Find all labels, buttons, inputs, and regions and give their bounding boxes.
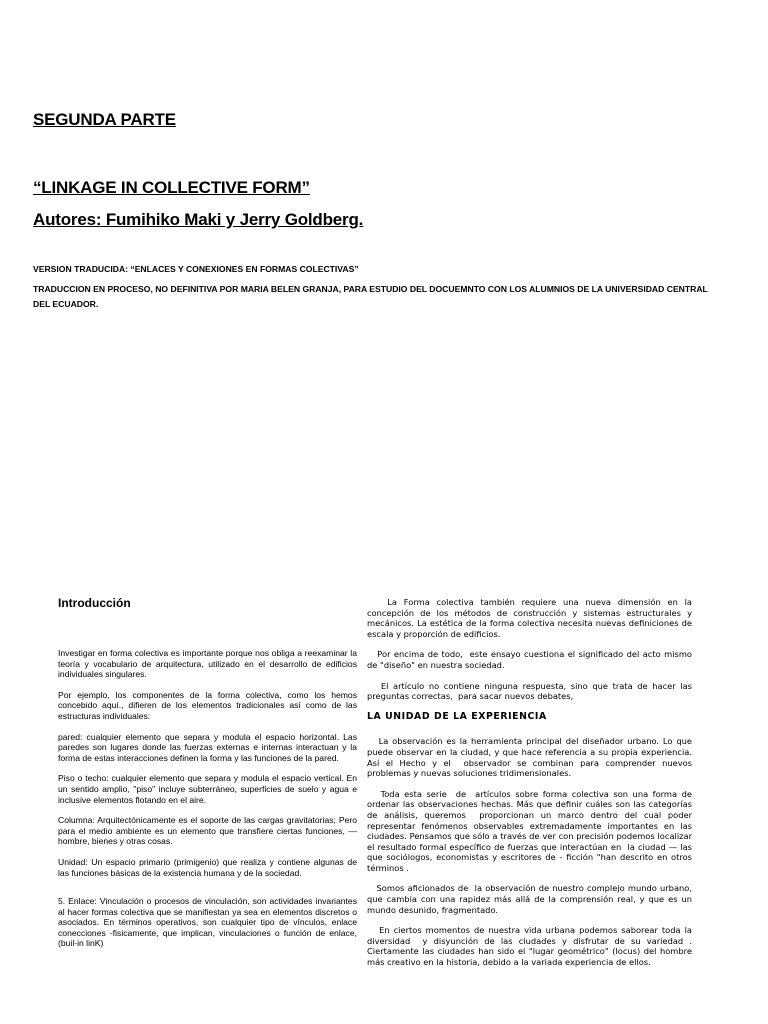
section-heading: LA UNIDAD DE LA EXPERIENCIA — [367, 710, 547, 722]
right-paragraph: Toda esta serie de artículos sobre forma colectiva son una forma de ordenar las observaciones hechas. Más que definir cuáles son las categorías de análisis, queremos proporcionan un marco dentro del cual poder representar fenómenos observables extremadamente importantes en las ciudades. Pensamos que sólo a través de ver con precisión podemos localizar el resultado formal específico de fuerzas que interactúan en la ciudad — las que sociólogos, economistas y escritores de - ficción "han descrito en otros términos . — [367, 788, 698, 873]
authors-line: Autores: Fumihiko Maki y Jerry Goldberg. — [33, 210, 364, 229]
right-column — [367, 597, 698, 978]
left-paragraph: Piso o techo: cualquier elemento que separa y modula el espacio vertical. En un sentido amplio, "piso" incluye subterráneo, superficies de suelo y agua e inclusive elementos flotando en el aire. — [58, 773, 357, 805]
right-paragraph: Somos aficionados de la observación de nuestro complejo mundo urbano, que cambia con una rapidez más allá de la comprensión real, y que es un mundo desunido, fragmentado. — [367, 883, 695, 915]
work-title: “LINKAGE IN COLLECTIVE FORM” — [33, 178, 310, 197]
right-paragraph: El artículo no contiene ninguna respuesta, sino que trata de hacer las preguntas correctas, para sacar nuevos debates, — [367, 680, 695, 702]
left-paragraph: Por ejemplo, los componentes de la forma colectiva, como los hemos concebido aquí., difieren de los elementos tradicionales así como de las estructuras individuales: — [58, 689, 357, 721]
left-paragraph: 5. Enlace: Vinculación o procesos de vinculación, son actividades invariantes al hacer formas colectiva que se manifiestan ya sea en elementos discretos o asociados. En términos operativos, son cualquier tipo de vínculos, enlace conecciones -fisicamente, que implican, vinculaciones o función de enlace, (buil-in linK) — [58, 896, 357, 949]
left-column — [58, 648, 357, 959]
right-paragraph: En ciertos momentos de nuestra vida urbana podemos saborear toda la diversidad y disyunción de las ciudades y disfrutar de su variedad . Ciertamente las ciudades han sido el "lugar geométrico" (locus) del hombre más creativo en la historia, debido a la variada experiencia de ellos. — [367, 925, 695, 968]
part-title: SEGUNDA PARTE — [33, 110, 176, 129]
left-paragraph: Columna: Arquitectónicamente es el soporte de las cargas gravitatorias; Pero para el medio ambiente es un elemento que transfiere ciertas funciones, — hombre, bienes y otras cosas. — [58, 815, 357, 847]
right-paragraph: La Forma colectiva también requiere una nueva dimensión en la concepción de los métodos de construcción y sistemas estructurales y mecánicos. La estética de la forma colectiva necesita nuevas definiciones de escala y proporción de edificios. — [367, 597, 695, 639]
version-note: VERSION TRADUCIDA: “ENLACES Y CONEXIONES EN FORMAS COLECTIVAS” — [33, 264, 359, 274]
left-paragraph: Investigar en forma colectiva es importante porque nos obliga a reexaminar la teoría y vocabulario de arquitectura, utilizado en el desarrollo de edificios individuales singulares. — [58, 648, 357, 680]
right-paragraph: Por encima de todo, este ensayo cuestiona el significado del acto mismo de "diseño" en nuestra sociedad. — [367, 649, 695, 670]
left-paragraph: Unidad: Un espacio primario (primigenio) que realiza y contiene algunas de las funciones básicas de la existencia humana y de la sociedad. — [58, 856, 357, 878]
right-paragraph: La observación es la herramienta principal del diseñador urbano. Lo que puede observar en la ciudad, y que hace referencia a su propia experiencia. Así el Hecho y el observador se combinan para comprender nuevos problemas y nuevas soluciones tridimensionales. — [367, 736, 695, 779]
intro-heading: Introducción — [58, 596, 131, 610]
left-paragraph: pared: cualquier elemento que separa y modula el espacio horizontal. Las paredes son lugares donde las fuerzas externas e internas interactuan y la forma de estas interacciones definen la forma y las funciones de la pared. — [58, 731, 357, 763]
translation-note: TRADUCCION EN PROCESO, NO DEFINITIVA POR MARIA BELEN GRANJA, PARA ESTUDIO DEL DOCUEMNTO CON LOS ALUMNIOS DE LA UNIVERSIDAD CENTRAL DEL ECUADOR. — [33, 284, 708, 309]
